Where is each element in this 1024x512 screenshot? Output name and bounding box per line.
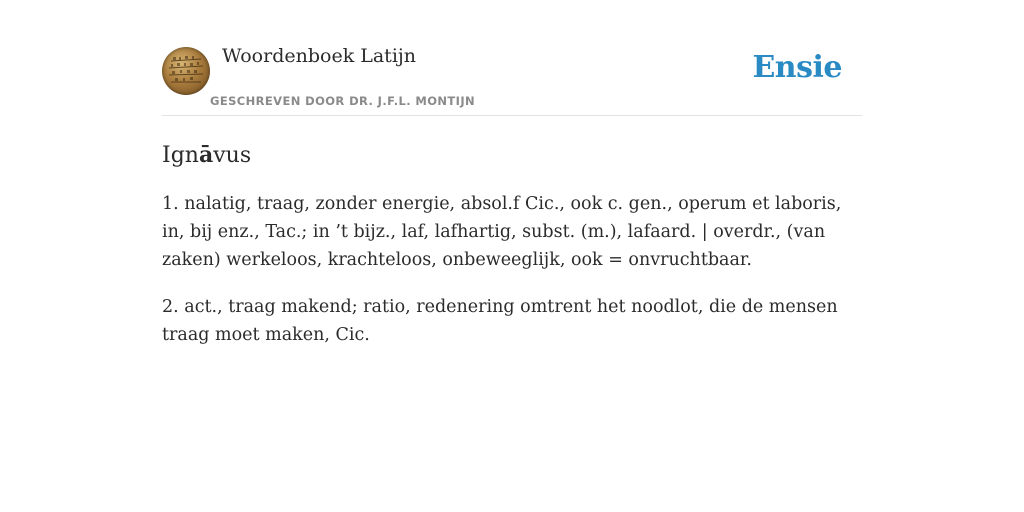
headword-part-2: vus [213,143,252,168]
book-title[interactable]: Woordenboek Latijn [222,45,417,67]
coin-inscription-icon[interactable] [162,47,210,95]
headword-stressed-vowel: ā [198,142,214,168]
author-credit: GESCHREVEN DOOR DR. J.F.L. MONTIJN [210,94,476,108]
meaning-2: 2. act., traag makend; ratio, redenering omtrent het noodlot, die de mensen traag moet maken, Cic. [162,297,838,345]
dictionary-header [162,0,862,116]
headword-part-1: Ign [162,143,199,168]
meaning-1: 1. nalatig, traag, zonder energie, absol.f Cic., ook c. gen., operum et laboris, in, bij enz., Tac.; in ’t bijz., laf, lafhartig, subst. (m.), lafaard. | overdr., (van zaken) werkeloos, krachteloos, onbeweeglijk, ook = onvruchtbaar. [162,194,842,270]
entry-headword [162,142,862,168]
ensie-logo-link[interactable]: Ensie [752,50,842,85]
page-container [162,0,862,349]
